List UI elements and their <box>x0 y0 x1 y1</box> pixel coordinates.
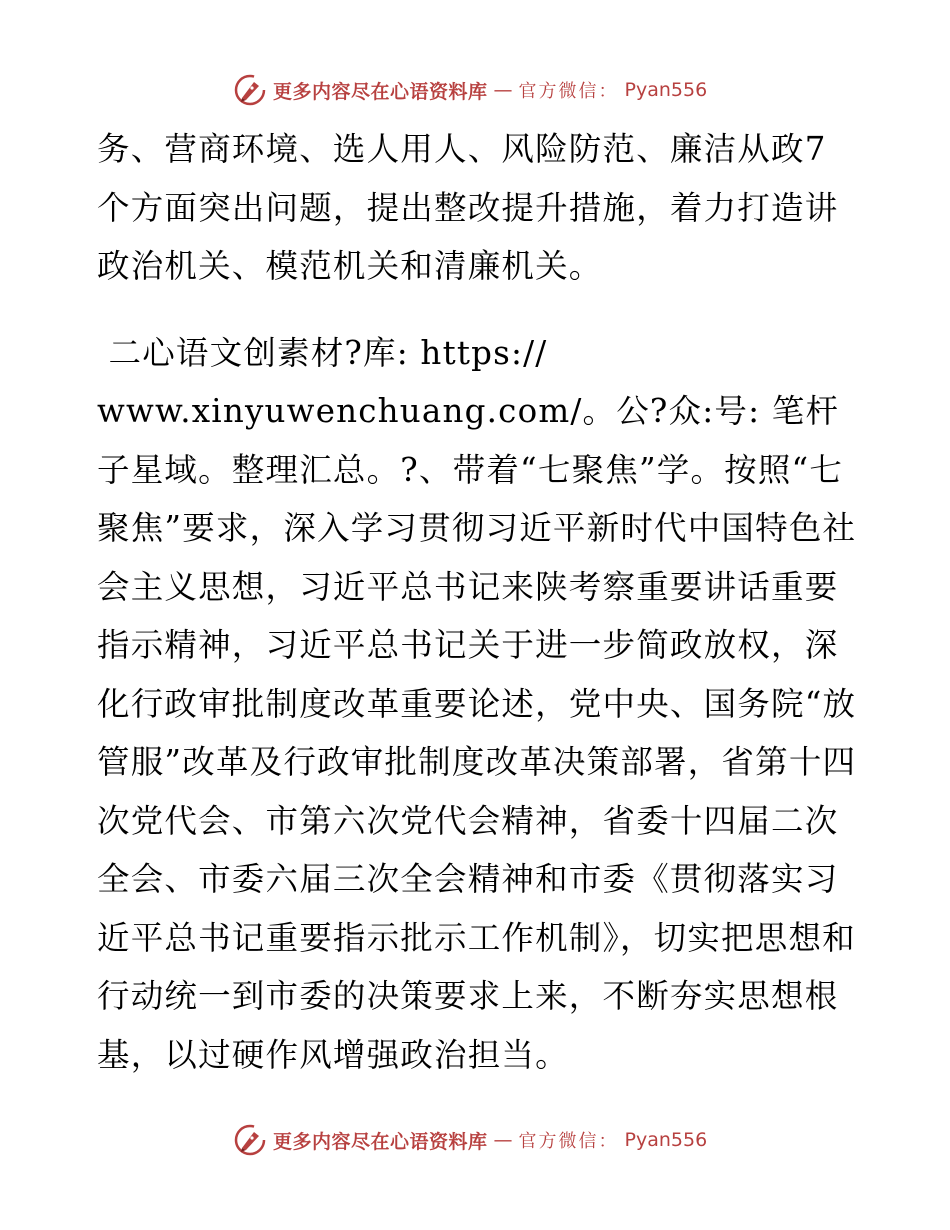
watermark-label: 官方微信： <box>518 1131 619 1152</box>
watermark-separator: — <box>493 79 513 101</box>
watermark-brand-text: 更多内容尽在心语资料库 <box>273 1130 488 1153</box>
paragraph-1: 务、营商环境、选人用人、风险防范、廉洁从政7个方面突出问题，提出整改提升措施，着力打造讲政治机关、模范机关和清廉机关。 <box>97 130 839 285</box>
document-body <box>97 120 857 1084</box>
header-watermark <box>233 72 707 108</box>
watermark-wechat-id: Pyan556 <box>624 79 708 101</box>
watermark-brand-text: 更多内容尽在心语资料库 <box>273 80 488 103</box>
footer-watermark <box>233 1122 707 1158</box>
pen-nib-logo-icon <box>233 1123 267 1157</box>
paragraph-2: 二心语文创素材?库: https:// www.xinyuwenchuang.com/。公?众:号: 笔杆子星域。整理汇总。?、带着“七聚焦”学。按照“七聚焦”要求，深入学习贯彻习近平新时代中国特色社会主义思想，习近平总书记来陕考察重要讲话重要指示精神，习近平总书记关于进一步简政放权，深化行政审批制度改革重要论述，党中央、国务院“放管服”改革及行政审批制度改革决策部署，省第十四次党代会、市第六次党代会精神，省委十四届二次全会、市委六届三次全会精神和市委《贯彻落实习近平总书记重要指示批示工作机制》，切实把思想和行动统一到市委的决策要求上来，不断夯实思想根基，以过硬作风增强政治担当。 <box>97 333 857 1074</box>
watermark-separator: — <box>493 1129 513 1151</box>
watermark-label: 官方微信： <box>518 81 619 102</box>
pen-nib-logo-icon <box>233 73 267 107</box>
watermark-wechat-id: Pyan556 <box>624 1129 708 1151</box>
